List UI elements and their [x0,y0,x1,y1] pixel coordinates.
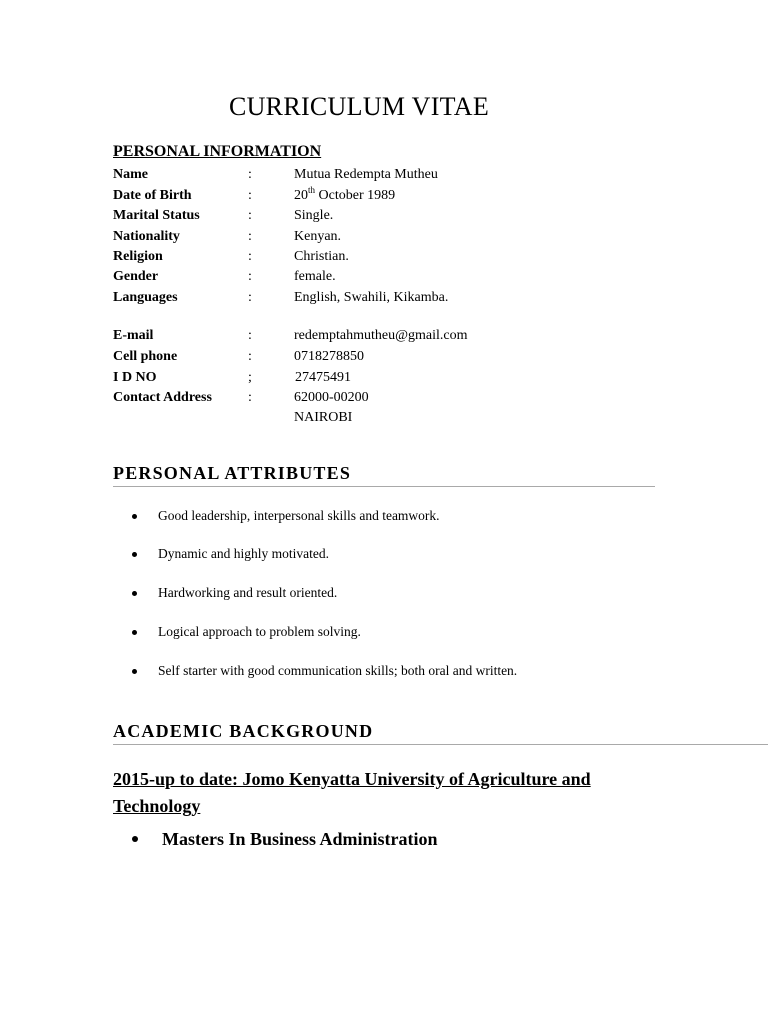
info-separator: : [248,390,252,405]
dob-rest: October 1989 [315,188,396,203]
info-value: 0718278850 [294,349,364,364]
info-separator: ; [248,370,252,385]
personal-attributes-heading: PERSONAL ATTRIBUTES [113,463,352,483]
info-label: Date of Birth [113,188,192,203]
bullet-icon [132,669,137,674]
attribute-text: Hardworking and result oriented. [158,585,338,600]
personal-information-heading: PERSONAL INFORMATION [113,143,322,160]
info-label: Gender [113,269,159,284]
info-label: I D NO [113,370,157,385]
info-label: Cell phone [113,349,178,364]
info-separator: : [248,167,252,182]
attribute-text: Dynamic and highly motivated. [158,546,329,561]
bullet-icon [132,630,137,635]
info-value: female. [294,269,336,284]
attribute-text: Logical approach to problem solving. [158,624,361,639]
info-value: 27475491 [295,370,351,385]
info-label: Contact Address [113,390,212,405]
attribute-text: Good leadership, interpersonal skills and teamwork. [158,508,440,523]
info-value: Kenyan. [294,229,342,244]
dob-day: 20 [294,188,308,203]
info-value: Single. [294,208,334,223]
attribute-text: Self starter with good communication skills; both oral and written. [158,663,518,678]
info-separator: : [248,208,252,223]
info-separator: : [248,188,252,203]
degree-text: Masters In Business Administration [162,829,438,849]
info-label: Languages [113,290,178,305]
bullet-icon [132,591,137,596]
info-separator: : [248,229,252,244]
institution-entry: 2015-up to date: Jomo Kenyatta University of Agriculture and Technology [113,769,591,816]
info-value: NAIROBI [294,410,353,425]
dob-ordinal: th [308,185,316,195]
bullet-icon [132,514,137,519]
section-divider [113,744,768,745]
info-value: Christian. [294,249,349,264]
info-separator: : [248,269,252,284]
info-label: Name [113,167,148,182]
academic-background-heading: ACADEMIC BACKGROUND [113,721,374,741]
info-separator: : [248,249,252,264]
cv-title: CURRICULUM VITAE [228,92,490,121]
info-separator: : [248,290,252,305]
bullet-icon [132,836,138,842]
info-value: redemptahmutheu@gmail.com [294,328,468,343]
info-separator: : [248,328,252,343]
info-value [294,186,395,206]
info-label: Religion [113,249,163,264]
info-value: English, Swahili, Kikamba. [294,290,449,305]
info-value: 62000-00200 [294,390,369,405]
bullet-icon [132,552,137,557]
info-label: E-mail [113,328,154,343]
info-label: Nationality [113,229,180,244]
info-separator: : [248,349,252,364]
info-value: Mutua Redempta Mutheu [294,167,438,182]
section-divider [113,486,655,487]
info-label: Marital Status [113,208,200,223]
